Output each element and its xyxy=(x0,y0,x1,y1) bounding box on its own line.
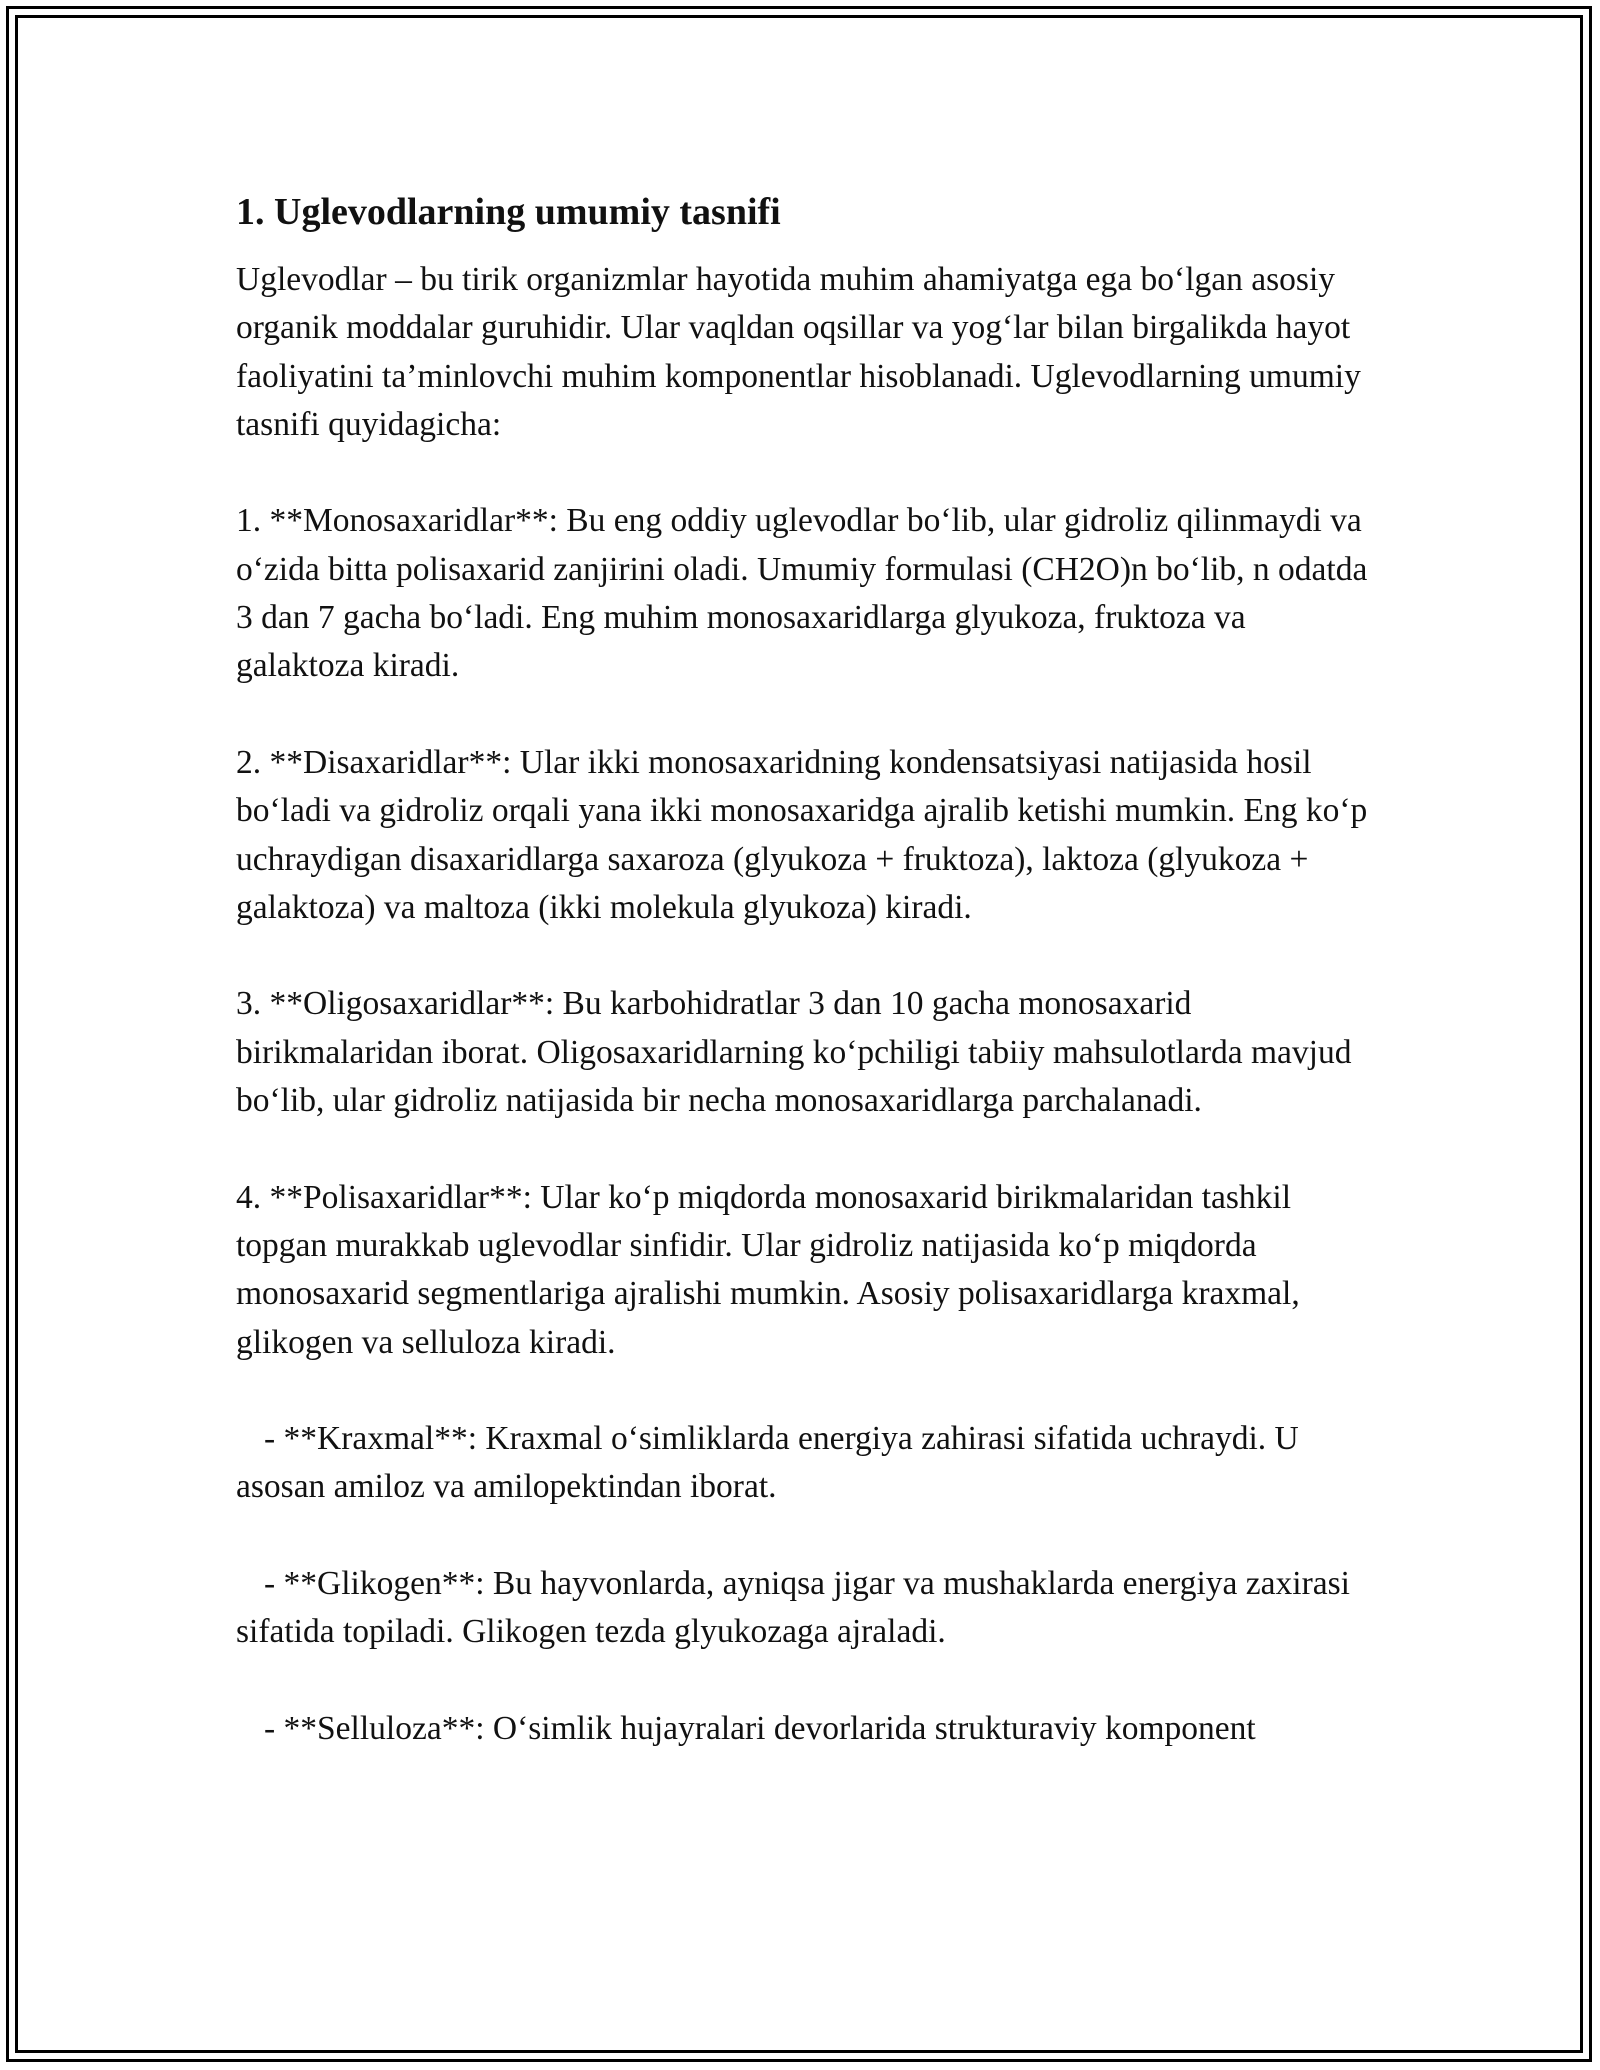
document-body xyxy=(236,188,1376,1802)
monosaccharides-paragraph: 1. **Monosaxaridlar**: Bu eng oddiy uglevodlar bo‘lib, ular gidroliz qilinmaydi va o‘zida bitta polisaxarid zanjirini oladi. Umumiy formulasi (CH2O)n bo‘lib, n odatda 3 dan 7 gacha bo‘ladi. Eng muhim monosaxaridlarga glyukoza, fruktoza va galaktoza kiradi. xyxy=(236,502,1368,685)
intro-paragraph: Uglevodlar – bu tirik organizmlar hayotida muhim ahamiyatga ega bo‘lgan asosiy organik moddalar guruhidir. Ular vaqldan oqsillar va yog‘lar bilan birgalikda hayot faoliyatini ta’minlovchi muhim komponentlar hisoblanadi. Uglevodlarning umumiy tasnifi quyidagicha: xyxy=(236,261,1361,443)
starch-paragraph: - **Kraxmal**: Kraxmal o‘simliklarda energiya zahirasi sifatida uchraydi. U asosan amiloz va amilopektindan iborat. xyxy=(236,1420,1299,1506)
glycogen-paragraph: - **Glikogen**: Bu hayvonlarda, ayniqsa jigar va mushaklarda energiya zaxirasi sifatida topiladi. Glikogen tezda glyukozaga ajraladi. xyxy=(236,1565,1350,1651)
oligosaccharides-paragraph: 3. **Oligosaxaridlar**: Bu karbohidratlar 3 dan 10 gacha monosaxarid birikmalaridan iborat. Oligosaxaridlarning ko‘pchiligi tabiiy mahsulotlarda mavjud bo‘lib, ular gidroliz natijasida bir necha monosaxaridlarga parchalanadi. xyxy=(236,985,1352,1120)
disaccharides-paragraph: 2. **Disaxaridlar**: Ular ikki monosaxaridning kondensatsiyasi natijasida hosil bo‘ladi va gidroliz orqali yana ikki monosaxaridga ajralib ketishi mumkin. Eng ko‘p uchraydigan disaxaridlarga saxaroza (glyukoza + fruktoza), laktoza (glyukoza + galaktoza) va maltoza (ikki molekula glyukoza) kiradi. xyxy=(236,743,1368,926)
cellulose-paragraph: - **Selluloza**: O‘simlik hujayralari devorlarida strukturaviy komponent xyxy=(264,1709,1256,1747)
polysaccharides-paragraph: 4. **Polisaxaridlar**: Ular ko‘p miqdorda monosaxarid birikmalaridan tashkil topgan murakkab uglevodlar sinfidir. Ular gidroliz natijasida ko‘p miqdorda monosaxarid segmentlariga ajralishi mumkin. Asosiy polisaxaridlarga kraxmal, glikogen va selluloza kiradi. xyxy=(236,1178,1300,1361)
section-heading: 1. Uglevodlarning umumiy tasnifi xyxy=(236,191,781,233)
